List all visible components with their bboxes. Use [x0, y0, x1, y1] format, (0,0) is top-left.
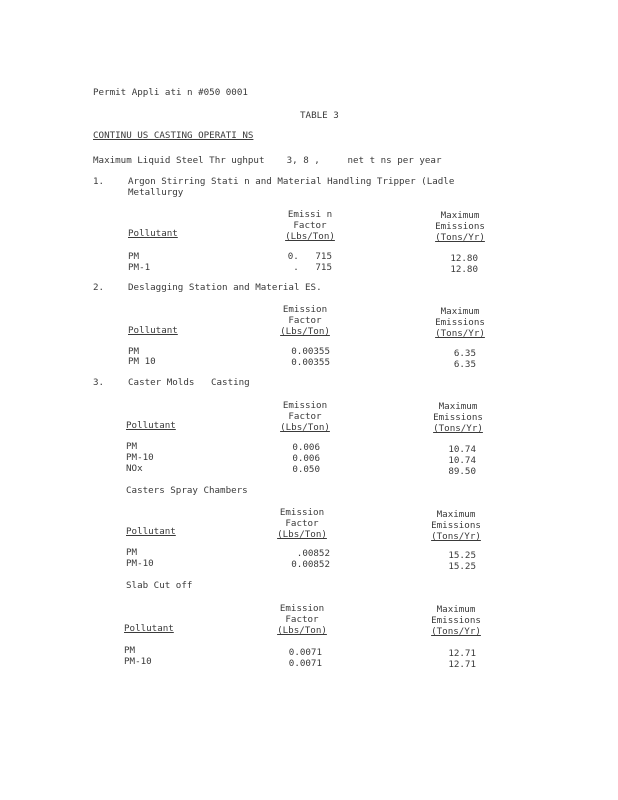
section-title: Argon Stirring Stati n and Material Handling Tripper (Ladle [128, 176, 455, 187]
factor-cell: 0.006 [292, 453, 320, 464]
factor-cell: 0.00355 [291, 346, 330, 357]
section-title: Caster Molds Casting [128, 377, 250, 388]
factor-header-1: Emission [279, 507, 325, 518]
section-title: Deslagging Station and Material ES. [128, 282, 322, 293]
pollutant-header: Pollutant [128, 228, 178, 239]
factor-cell: 0.0071 [288, 658, 322, 669]
pollutant-cell: PM-10 [126, 452, 154, 463]
section-title: Casters Spray Chambers [126, 485, 248, 496]
factor-cell: . 715 [293, 262, 332, 273]
section-title: Slab Cut off [126, 580, 193, 591]
pollutant-cell: NOx [126, 463, 143, 474]
max-header-1: Maximum [438, 401, 478, 412]
factor-cell: 0.00852 [291, 559, 330, 570]
section-title-cont: Metallurgy [128, 187, 184, 198]
pollutant-cell: PM [128, 346, 140, 357]
factor-header-1: Emissi n [287, 209, 333, 220]
factor-header-3: (Lbs/Ton) [280, 326, 330, 337]
pollutant-header: Pollutant [126, 420, 176, 431]
factor-header-3: (Lbs/Ton) [277, 529, 327, 540]
max-header-3: (Tons/Yr) [431, 626, 481, 637]
max-cell: 15.25 [448, 550, 476, 561]
factor-header-2: Factor [288, 315, 322, 326]
pollutant-cell: PM [128, 251, 140, 262]
factor-cell: 0.050 [292, 464, 320, 475]
max-header-2: Emissions [431, 615, 481, 626]
factor-header-1: Emission [279, 603, 325, 614]
max-cell: 6.35 [453, 359, 476, 370]
factor-cell: 0.006 [292, 442, 320, 453]
pollutant-cell: PM [126, 547, 138, 558]
max-header-2: Emissions [431, 520, 481, 531]
pollutant-header: Pollutant [124, 623, 174, 634]
max-cell: 6.35 [453, 348, 476, 359]
factor-header-2: Factor [288, 411, 322, 422]
section-number: 3. [93, 377, 105, 388]
max-header-2: Emissions [433, 412, 483, 423]
pollutant-cell: PM [126, 441, 138, 452]
factor-header-2: Factor [285, 614, 319, 625]
max-header-1: Maximum [440, 306, 480, 317]
max-cell: 12.71 [448, 659, 476, 670]
max-cell: 10.74 [448, 444, 476, 455]
factor-header-3: (Lbs/Ton) [280, 422, 330, 433]
max-header-1: Maximum [440, 210, 480, 221]
factor-cell: 0. 715 [287, 251, 332, 262]
max-header-3: (Tons/Yr) [431, 531, 481, 542]
factor-header-1: Emission [282, 304, 328, 315]
max-cell: 89.50 [448, 466, 476, 477]
max-cell: 12.80 [450, 253, 478, 264]
factor-cell: 0.00355 [291, 357, 330, 368]
max-cell: 15.25 [448, 561, 476, 572]
max-cell: 10.74 [448, 455, 476, 466]
factor-header-3: (Lbs/Ton) [285, 231, 335, 242]
max-header-3: (Tons/Yr) [435, 328, 485, 339]
pollutant-header: Pollutant [126, 526, 176, 537]
factor-header-3: (Lbs/Ton) [277, 625, 327, 636]
pollutant-cell: PM-1 [128, 262, 151, 273]
max-header-1: Maximum [436, 509, 476, 520]
throughput-line: Maximum Liquid Steel Thr ughput 3, 8 , net t ns per year [93, 155, 442, 166]
factor-header-2: Factor [293, 220, 327, 231]
table-title: TABLE 3 [300, 110, 339, 121]
section-number: 2. [93, 282, 105, 293]
max-header-3: (Tons/Yr) [433, 423, 483, 434]
pollutant-cell: PM-10 [124, 656, 152, 667]
pollutant-cell: PM [124, 645, 136, 656]
max-header-3: (Tons/Yr) [435, 232, 485, 243]
max-cell: 12.71 [448, 648, 476, 659]
max-header-2: Emissions [435, 221, 485, 232]
max-header-2: Emissions [435, 317, 485, 328]
permit-line: Permit Appli ati n #050 0001 [93, 87, 248, 98]
pollutant-cell: PM-10 [126, 558, 154, 569]
section-heading: CONTINU US CASTING OPERATI NS [93, 130, 254, 141]
max-header-1: Maximum [436, 604, 476, 615]
factor-cell: .00852 [296, 548, 330, 559]
factor-header-2: Factor [285, 518, 319, 529]
pollutant-cell: PM 10 [128, 356, 156, 367]
pollutant-header: Pollutant [128, 325, 178, 336]
factor-header-1: Emission [282, 400, 328, 411]
section-number: 1. [93, 176, 105, 187]
max-cell: 12.80 [450, 264, 478, 275]
factor-cell: 0.0071 [288, 647, 322, 658]
